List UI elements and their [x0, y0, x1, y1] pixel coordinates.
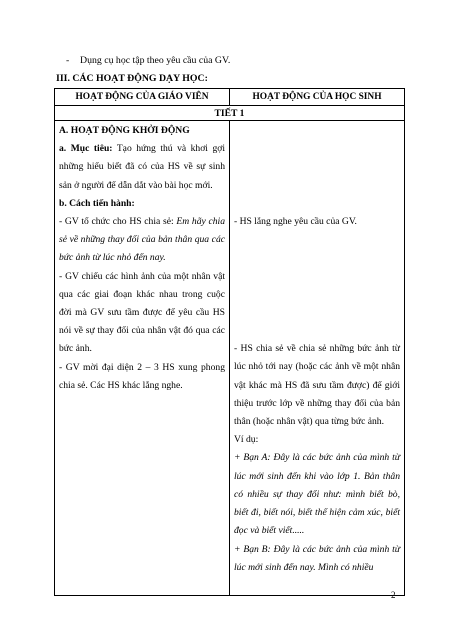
step-3: - GV mời đại diện 2 – 3 HS xung phong chia sẻ. Các HS khác lắng nghe.	[59, 361, 225, 391]
method-label: b. Cách tiến hành:	[59, 197, 135, 209]
example-b: + Bạn B: Đây là các bức ảnh của mình từ lúc mới sinh đến nay. Mình có nhiều	[234, 543, 400, 573]
goal-label: a. Mục tiêu:	[59, 143, 113, 155]
step-1-text: - GV tổ chức cho HS chia sẻ:	[59, 216, 177, 228]
period-row	[55, 106, 405, 121]
activity-title: A. HOẠT ĐỘNG KHỞI ĐỘNG	[59, 125, 190, 136]
example-a: + Bạn A: Đây là các bức ảnh của mình từ lúc mới sinh đến khi vào lớp 1. Bản thân có nhiều sự thay đổi như: mình biết bò, biết đi, biết nói, biết thể hiện cảm xúc, biết đọc và biết viết.....	[234, 452, 400, 537]
goal-text: Tạo hứng thú và khơi gợi những hiểu biết đã có của HS về sự sinh sản ở người để dẫn dắt vào bài học mới.	[59, 143, 226, 191]
period-label: TIẾT 1	[55, 106, 405, 121]
activities-table	[54, 88, 405, 596]
step-1-prompt: Em hãy chia sẻ về những thay đổi của bản thân qua các bức ảnh từ lúc nhỏ đến nay.	[59, 216, 225, 264]
step-1	[59, 213, 225, 268]
table-row	[55, 121, 405, 596]
bullet-dash: -	[66, 55, 70, 66]
student-column-header: HOẠT ĐỘNG CỦA HỌC SINH	[230, 89, 405, 106]
goal-paragraph	[59, 140, 225, 195]
student-activity-cell	[230, 121, 405, 596]
teacher-column-header: HOẠT ĐỘNG CỦA GIÁO VIÊN	[55, 89, 230, 106]
materials-text: Dụng cụ học tập theo yêu cầu của GV.	[80, 55, 231, 66]
step-2: - GV chiếu các hình ảnh của một nhân vật qua các giai đoạn khác nhau trong cuộc đời mà GV sưu tầm được để yêu cầu HS nói về sự thay đổi của nhân vật đó qua các bức ảnh.	[59, 270, 225, 355]
materials-line	[66, 55, 230, 66]
table-header-row	[55, 89, 405, 106]
student-share: - HS chia sẻ về chia sẻ những bức ảnh từ lúc nhỏ tới nay (hoặc các ảnh về một nhân vật khác mà HS đã sưu tầm được) để giới thiệu trước lớp về những thay đổi của bản thân (hoặc nhân vật) qua từng bức ảnh.	[234, 343, 400, 428]
teacher-activity-cell	[55, 121, 230, 596]
page-number: 2	[391, 590, 396, 600]
student-listen: - HS lắng nghe yêu cầu của GV.	[234, 215, 357, 227]
section-title: III. CÁC HOẠT ĐỘNG DẠY HỌC:	[56, 73, 208, 84]
example-label: Ví dụ:	[234, 434, 259, 446]
